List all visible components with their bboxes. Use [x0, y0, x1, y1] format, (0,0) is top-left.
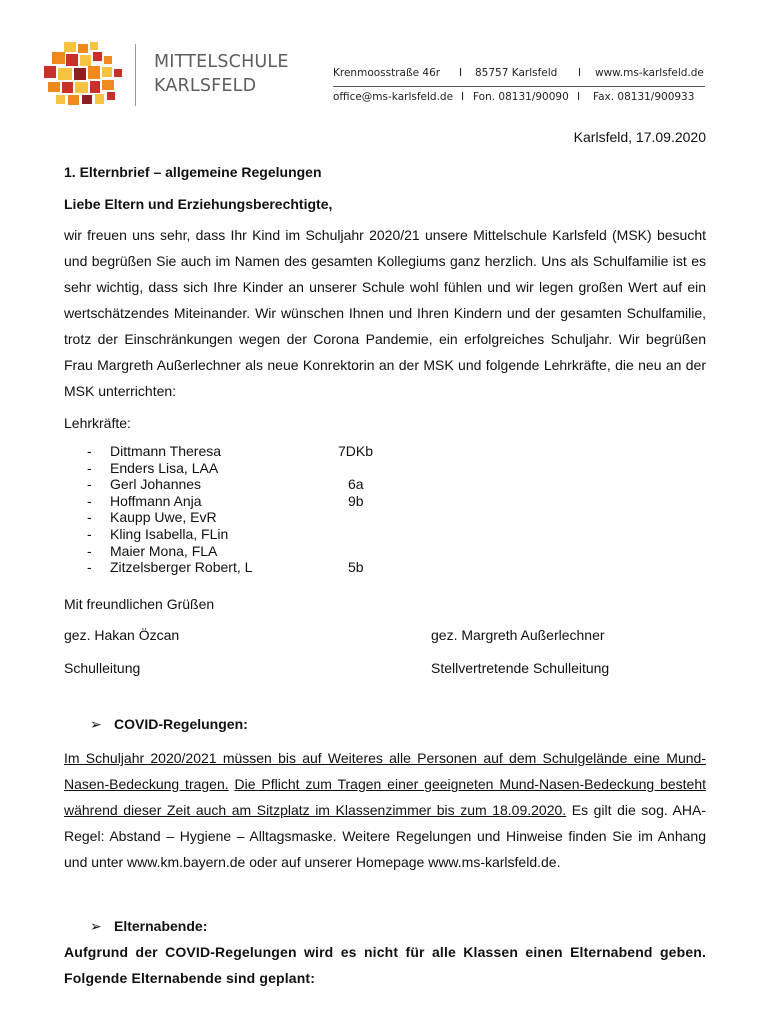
phone: Fon. 08131/90090	[473, 91, 569, 103]
address: Krenmoosstraße 46r	[333, 67, 441, 79]
website: www.ms-karlsfeld.de	[595, 67, 704, 79]
letter-title: 1. Elternbrief – allgemeine Regelungen	[64, 164, 322, 180]
school-name-line1: MITTELSCHULE	[154, 52, 289, 72]
teacher-name: Hoffmann Anja	[110, 492, 202, 509]
list-dash: -	[87, 525, 92, 542]
email: office@ms-karlsfeld.de	[333, 91, 454, 103]
teacher-name: Dittmann Theresa	[110, 443, 222, 459]
signer-left-role: Schulleitung	[64, 660, 141, 676]
list-dash: -	[87, 509, 92, 526]
school-name-line2: KARLSFELD	[154, 76, 257, 96]
teacher-name: Enders Lisa, LAA	[110, 459, 219, 476]
teacher-row	[64, 443, 464, 460]
teacher-name: Zitzelsberger Robert, L	[110, 559, 253, 576]
covid-rule-2: Die Pflicht zum Tragen einer geeigneten Mund-Nasen-Bedeckung besteht während dieser Zeit auch am Sitzplatz im Klassenzimmer bis zum 18.09.2020.	[64, 776, 707, 818]
covid-rest: Es gilt die sog. AHA-Regel: Abstand – Hygiene – Alltagsmaske. Weitere Regelungen und Hinweise finden Sie im Anhang und unter www.km.bayern.de oder auf unserer Homepage www.ms-karlsfeld.de.	[64, 802, 706, 870]
list-dash: -	[87, 492, 92, 509]
header-divider	[135, 44, 136, 106]
teacher-row	[64, 509, 464, 526]
signer-left-name: gez. Hakan Özcan	[64, 627, 180, 643]
parents-evening-heading	[90, 918, 207, 935]
contact-row-address	[333, 67, 705, 82]
contact-row-communication	[333, 91, 705, 106]
intro-paragraph: wir freuen uns sehr, dass Ihr Kind im Schuljahr 2020/21 unsere Mittelschule Karlsfeld (MSK) besucht und begrüßen Sie auch im Namen des gesamten Kollegiums ganz herzlich. Uns als Schulfamilie ist es sehr wichtig, dass sich Ihre Kinder an unserer Schule wohl fühlen und wir legen großen Wert auf ein wertschätzendes Miteinander. Wir wünschen Ihnen und Ihren Kindern und der gesamten Schulfamilie, trotz der Einschränkungen wegen der Corona Pandemie, ein erfolgreiches Schuljahr. Wir begrüßen Frau Margreth Außerlechner als neue Konrektorin an der MSK und folgende Lehrkräfte, die neu an der MSK unterrichten:	[64, 227, 706, 399]
arrow-bullet-icon: ➢	[90, 918, 102, 934]
teacher-class: 6a	[348, 476, 364, 493]
teacher-name: Kaupp Uwe, EvR	[110, 509, 217, 526]
covid-heading-text: COVID-Regelungen:	[114, 716, 248, 732]
list-dash: -	[87, 542, 92, 559]
parents-evening-heading-text: Elternabende:	[114, 918, 208, 934]
teacher-name: Kling Isabella, FLin	[110, 525, 229, 542]
teacher-row	[64, 476, 464, 493]
teacher-class: 5b	[348, 559, 364, 576]
covid-rule-1: Im Schuljahr 2020/2021 müssen bis auf Weiteres alle Personen auf dem Schulgelände eine Mund-Nasen-Bedeckung tragen.	[64, 750, 706, 792]
teacher-row	[64, 526, 464, 543]
parents-evening-text: Aufgrund der COVID-Regelungen wird es nicht für alle Klassen einen Elternabend geben. Folgende Elternabende sind geplant:	[64, 944, 706, 986]
fax: Fax. 08131/900933	[593, 91, 695, 103]
teacher-class: 7DKb	[338, 443, 374, 459]
salutation: Liebe Eltern und Erziehungsberechtigte,	[64, 196, 333, 212]
postal-city: 85757 Karlsfeld	[475, 67, 558, 79]
separator: I	[577, 91, 581, 103]
closing: Mit freundlichen Grüßen	[64, 596, 215, 612]
teacher-name: Maier Mona, FLA	[110, 542, 218, 559]
school-logo	[44, 42, 126, 106]
separator: I	[461, 91, 465, 103]
signer-right-name: gez. Margreth Außerlechner	[431, 627, 605, 643]
school-name	[154, 50, 289, 98]
separator: I	[578, 67, 582, 79]
teacher-list	[64, 443, 464, 576]
teacher-row	[64, 543, 464, 560]
list-dash: -	[87, 443, 92, 459]
contact-rule	[333, 86, 705, 87]
teacher-class: 9b	[348, 492, 364, 509]
letter-date: Karlsfeld, 17.09.2020	[573, 129, 706, 145]
teacher-row	[64, 493, 464, 510]
contact-block	[333, 67, 705, 106]
teacher-name: Gerl Johannes	[110, 476, 202, 493]
arrow-bullet-icon: ➢	[90, 716, 102, 732]
covid-paragraph	[64, 745, 706, 875]
covid-heading	[90, 716, 248, 733]
teachers-label: Lehrkräfte:	[64, 415, 131, 431]
teacher-row	[64, 460, 464, 477]
list-dash: -	[87, 459, 92, 476]
list-dash: -	[87, 559, 92, 576]
list-dash: -	[87, 476, 92, 493]
separator: I	[459, 67, 463, 79]
signer-right-role: Stellvertretende Schulleitung	[431, 660, 610, 676]
teacher-row	[64, 559, 464, 576]
